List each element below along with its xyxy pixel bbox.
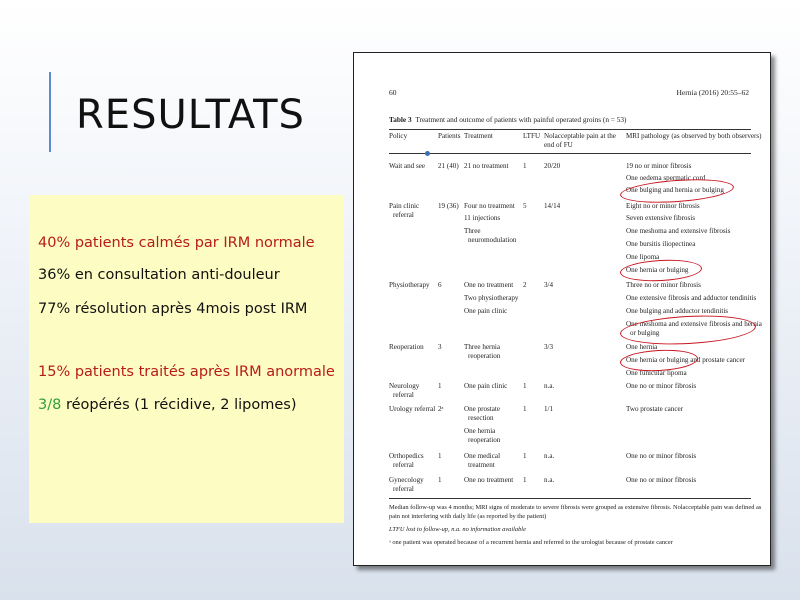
table-cell: One prostate: [464, 405, 501, 413]
table-cell: 1: [438, 476, 442, 484]
article-page-image: [353, 52, 771, 566]
table-cell: 19 no or minor fibrosis: [626, 162, 692, 170]
table-cell: One oedema spermatic cord: [626, 174, 706, 182]
table-cell: 11 injections: [464, 214, 501, 222]
table-cell: One lipoma: [626, 253, 660, 261]
journal-reference: Hernia (2016) 20:55–62: [676, 88, 749, 97]
table-cell: 3: [438, 343, 442, 351]
table-cell: Three: [464, 227, 481, 235]
title-accent-bar: [49, 72, 51, 152]
table-cell: One no treatment: [464, 281, 514, 289]
table-cell: n.a.: [544, 452, 555, 460]
table-cell: One hernia: [626, 343, 658, 351]
table-cell: Wait and see: [389, 162, 426, 170]
table-cell: One pain clinic: [464, 382, 508, 390]
slide-title: RESULTATS: [76, 92, 305, 138]
table-cell: One hernia or bulging and prostate cancer: [626, 356, 745, 364]
table-cell: 2: [523, 281, 527, 289]
table-cell: One no or minor fibrosis: [626, 452, 697, 460]
footnote: ᵃ one patient was operated because of a recurrent hernia and referred to the urologist because of prostate cancer: [389, 539, 673, 546]
table-cell: referral: [393, 391, 414, 399]
table-cell: One no or minor fibrosis: [626, 382, 697, 390]
summary-text: réopérés (1 récidive, 2 lipomes): [61, 397, 297, 413]
table-cell: One meshoma and extensive fibrosis: [626, 227, 731, 235]
table-cell: 1/1: [544, 405, 554, 413]
table-cell: referral: [393, 211, 414, 219]
table-cell: One bulging and adductor tendinitis: [626, 307, 729, 315]
table-cell: 6: [438, 281, 442, 289]
table-cell: One no or minor fibrosis: [626, 476, 697, 484]
table-cell: Three hernia: [464, 343, 501, 351]
table-cell: reoperation: [468, 436, 501, 444]
table-header-rule: [389, 153, 751, 154]
table-cell: One extensive fibrosis and adductor tendinitis: [626, 294, 757, 302]
summary-box: [29, 195, 344, 523]
table-cell: Three no or minor fibrosis: [626, 281, 701, 289]
table-cell: Urology referral: [389, 405, 436, 413]
table-cell: treatment: [468, 461, 495, 469]
table-cell: Eight no or minor fibrosis: [626, 202, 700, 210]
table-cell: 21 (40): [438, 162, 459, 170]
table-top-rule: [389, 129, 751, 130]
table-cell: 1: [523, 452, 527, 460]
summary-line: 15% patients traités après IRM anormale: [38, 364, 335, 380]
summary-line: 77% résolution après 4mois post IRM: [38, 301, 308, 317]
table-cell: One bulging and hernia or bulging: [626, 186, 724, 194]
summary-prefix: 3/8: [38, 397, 62, 413]
table-cell: One funicular lipoma: [626, 369, 687, 377]
table-cell: 5: [523, 202, 527, 210]
summary-line: [38, 397, 296, 413]
table-cell: Orthopedics: [389, 452, 424, 460]
table-cell: neuromodulation: [468, 236, 517, 244]
table-cell: One pain clinic: [464, 307, 508, 315]
table-cell: Seven extensive fibrosis: [626, 214, 695, 222]
table-cell: Pain clinic: [389, 202, 420, 210]
col-header-mri: MRI pathology (as observed by both observers): [626, 132, 762, 140]
footnote: pain not interfering with daily life (as reported by the patient): [389, 513, 547, 520]
table-cell: 1: [523, 405, 527, 413]
table-cell: One hernia: [464, 427, 496, 435]
table-cell: 20/20: [544, 162, 561, 170]
footnote: Median follow-up was 4 months; MRI signs of moderate to severe fibrosis were grouped as extensive fibrosis. Nolacceptable pain was defined as: [389, 504, 762, 511]
table-cell: One meshoma and extensive fibrosis and hernia: [626, 320, 762, 328]
table-caption: Table 3 Treatment and outcome of patients with painful operated groins (n = 53): [389, 115, 627, 124]
table-cell: Reoperation: [389, 343, 424, 351]
table-bottom-rule: [389, 498, 751, 499]
page-number: 60: [389, 88, 397, 97]
table-cell: 19 (36): [438, 202, 459, 210]
table-cell: 1: [438, 382, 442, 390]
table-cell: 1: [438, 452, 442, 460]
table-cell: Four no treatment: [464, 202, 515, 210]
footnote: LTFU lost to follow-up, n.a. no information available: [389, 526, 526, 533]
table-cell: or bulging: [630, 329, 660, 337]
table-cell: Two prostate cancer: [626, 405, 684, 413]
table-cell: Two physiotherapy: [464, 294, 519, 302]
col-header-patients: Patients: [438, 132, 461, 140]
table-cell: n.a.: [544, 476, 555, 484]
table-cell: resection: [468, 414, 494, 422]
annotation-circle: [619, 312, 756, 347]
table-cell: 14/14: [544, 202, 561, 210]
table-cell: One hernia or bulging: [626, 266, 689, 274]
table-cell: Gynecology: [389, 476, 424, 484]
col-header-ltfu: LTFU: [523, 132, 541, 140]
table-cell: One bursitis iliopectinea: [626, 240, 696, 248]
table-cell: 1: [523, 476, 527, 484]
col-header-policy: Policy: [389, 132, 408, 140]
table-cell: referral: [393, 461, 414, 469]
table-cell: One no treatment: [464, 476, 514, 484]
table-cell: n.a.: [544, 382, 555, 390]
table-cell: 21 no treatment: [464, 162, 509, 170]
table-cell: 2ᵃ: [438, 405, 444, 413]
col-header-pain: Nolacceptable pain at the end of FU: [544, 132, 616, 149]
table-cell: referral: [393, 485, 414, 493]
table-cell: 3/3: [544, 343, 554, 351]
table-cell: 3/4: [544, 281, 554, 289]
summary-line: 36% en consultation anti-douleur: [38, 267, 280, 283]
table-cell: 1: [523, 162, 527, 170]
cursor-dot: [425, 151, 430, 156]
table-cell: reoperation: [468, 352, 501, 360]
summary-line: 40% patients calmés par IRM normale: [38, 235, 315, 251]
col-header-treatment: Treatment: [464, 132, 493, 140]
table-cell: One medical: [464, 452, 501, 460]
table-cell: Neurology: [389, 382, 420, 390]
table-cell: 1: [523, 382, 527, 390]
table-cell: Physiotherapy: [389, 281, 430, 289]
